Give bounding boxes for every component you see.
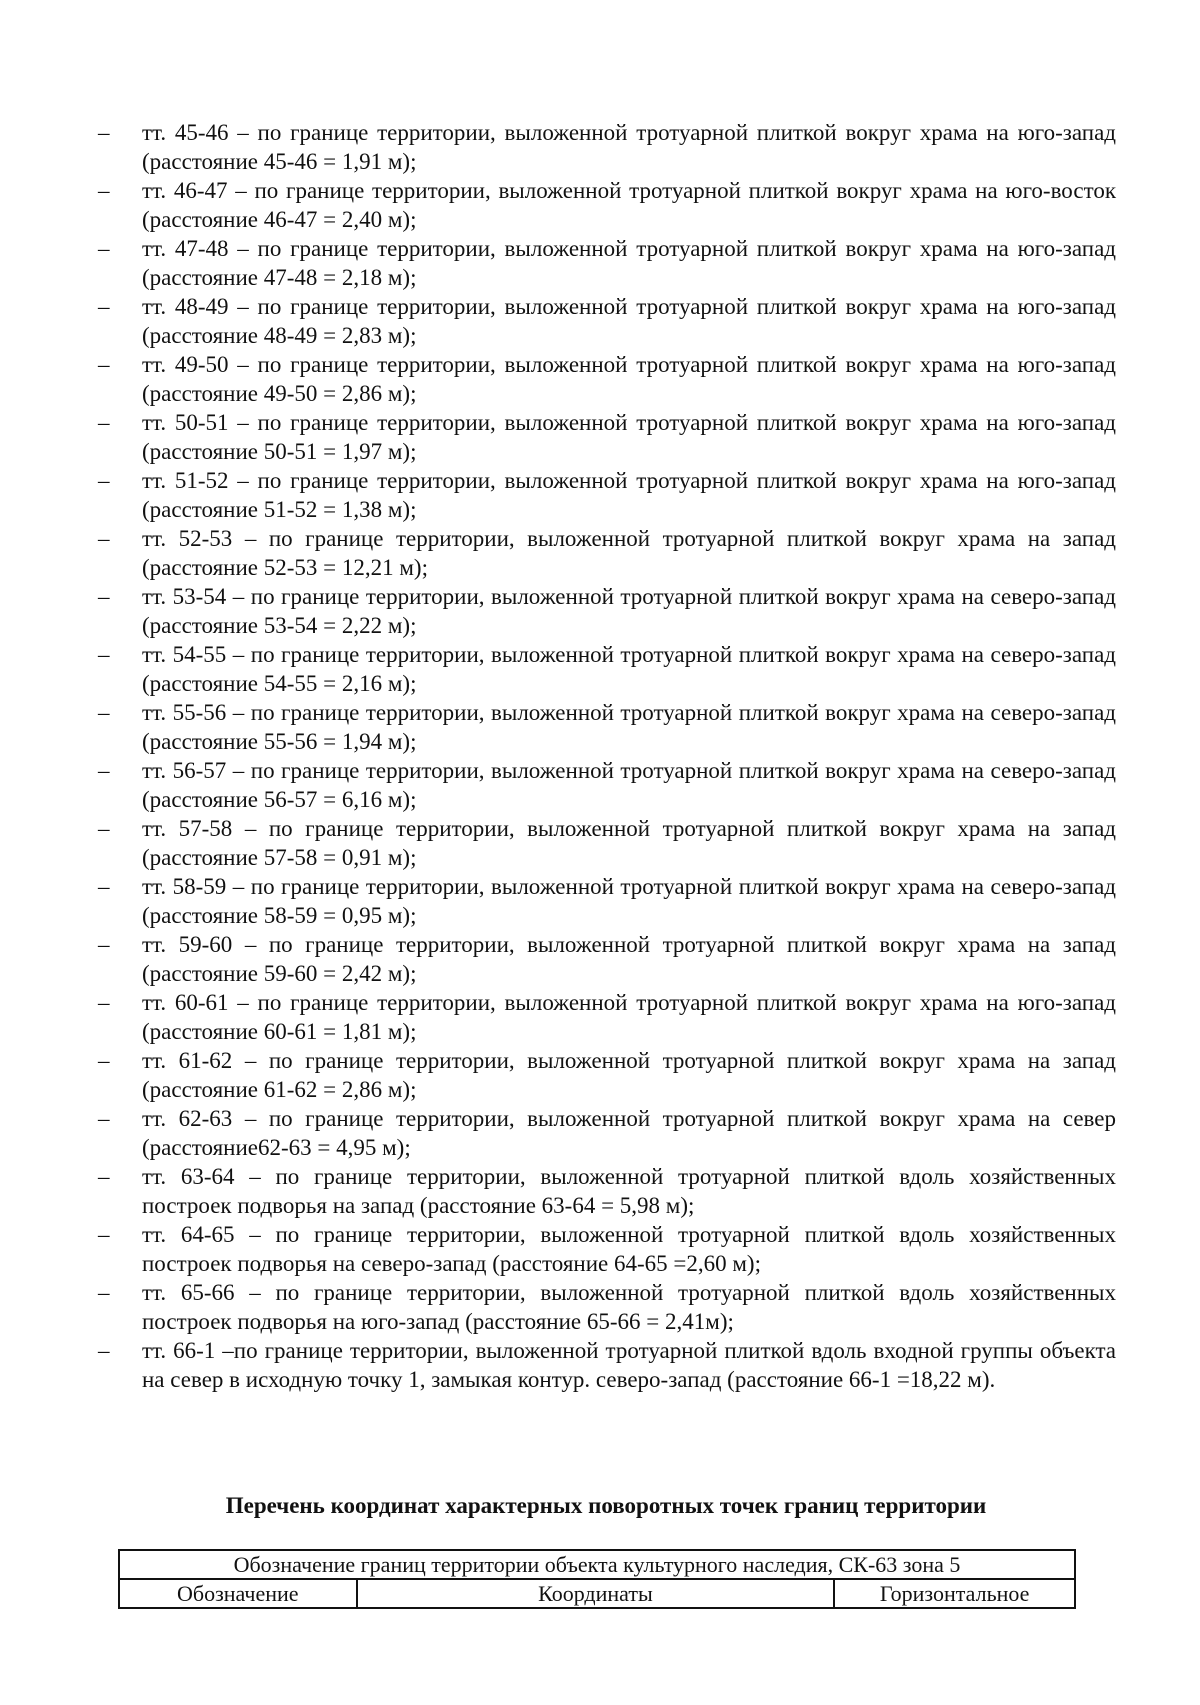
list-item — [96, 292, 1116, 350]
list-item — [96, 988, 1116, 1046]
list-item-text: тт. 46-47 – по границе территории, выложенной тротуарной плиткой вокруг храма на юго-восток (расстояние 46-47 = 2,40 м); — [142, 178, 1116, 232]
list-dash-marker: – — [98, 1338, 110, 1363]
list-dash-marker: – — [98, 1280, 110, 1305]
list-dash-marker: – — [98, 874, 110, 899]
list-dash-marker: – — [98, 526, 110, 551]
section-heading: Перечень координат характерных поворотных точек границ территории — [225, 1493, 987, 1518]
list-dash-marker: – — [98, 1048, 110, 1073]
list-dash-marker: – — [98, 1222, 110, 1247]
list-dash-marker: – — [98, 1106, 110, 1131]
column-header-horizontal: Горизонтальное — [834, 1579, 1075, 1608]
list-item-text: тт. 62-63 – по границе территории, выложенной тротуарной плиткой вокруг храма на север (расстояние62-63 = 4,95 м); — [142, 1106, 1116, 1160]
column-header-designation: Обозначение — [119, 1579, 357, 1608]
list-item-text: тт. 65-66 – по границе территории, выложенной тротуарной плиткой вдоль хозяйственных построек подворья на юго-запад (расстояние 65-66 = 2,41м); — [142, 1280, 1116, 1334]
list-dash-marker: – — [98, 178, 110, 203]
list-item — [96, 176, 1116, 234]
list-item — [96, 1162, 1116, 1220]
list-dash-marker: – — [98, 700, 110, 725]
list-item — [96, 930, 1116, 988]
table-caption-row — [119, 1550, 1075, 1579]
list-item-text: тт. 52-53 – по границе территории, выложенной тротуарной плиткой вокруг храма на запад (расстояние 52-53 = 12,21 м); — [142, 526, 1116, 580]
list-dash-marker: – — [98, 1164, 110, 1189]
list-item — [96, 234, 1116, 292]
list-dash-marker: – — [98, 352, 110, 377]
list-item-text: тт. 57-58 – по границе территории, выложенной тротуарной плиткой вокруг храма на запад (расстояние 57-58 = 0,91 м); — [142, 816, 1116, 870]
list-item-text: тт. 49-50 – по границе территории, выложенной тротуарной плиткой вокруг храма на юго-запад (расстояние 49-50 = 2,86 м); — [142, 352, 1116, 406]
list-item-text: тт. 45-46 – по границе территории, выложенной тротуарной плиткой вокруг храма на юго-запад (расстояние 45-46 = 1,91 м); — [142, 120, 1116, 174]
list-item — [96, 814, 1116, 872]
list-item-text: тт. 53-54 – по границе территории, выложенной тротуарной плиткой вокруг храма на северо-запад (расстояние 53-54 = 2,22 м); — [142, 584, 1116, 638]
list-dash-marker: – — [98, 294, 110, 319]
list-item-text: тт. 63-64 – по границе территории, выложенной тротуарной плиткой вдоль хозяйственных построек подворья на запад (расстояние 63-64 = 5,98 м); — [142, 1164, 1116, 1218]
list-item — [96, 582, 1116, 640]
list-item — [96, 1336, 1116, 1394]
list-item-text: тт. 60-61 – по границе территории, выложенной тротуарной плиткой вокруг храма на юго-запад (расстояние 60-61 = 1,81 м); — [142, 990, 1116, 1044]
list-item-text: тт. 59-60 – по границе территории, выложенной тротуарной плиткой вокруг храма на запад (расстояние 59-60 = 2,42 м); — [142, 932, 1116, 986]
list-dash-marker: – — [98, 758, 110, 783]
boundary-description-list — [96, 118, 1116, 1394]
coordinates-table — [118, 1549, 1076, 1609]
list-item — [96, 1220, 1116, 1278]
table-header-row — [119, 1579, 1075, 1608]
list-item-text: тт. 50-51 – по границе территории, выложенной тротуарной плиткой вокруг храма на юго-запад (расстояние 50-51 = 1,97 м); — [142, 410, 1116, 464]
table-caption-cell: Обозначение границ территории объекта культурного наследия, СК-63 зона 5 — [119, 1550, 1075, 1579]
list-dash-marker: – — [98, 120, 110, 145]
list-dash-marker: – — [98, 468, 110, 493]
list-item-text: тт. 55-56 – по границе территории, выложенной тротуарной плиткой вокруг храма на северо-запад (расстояние 55-56 = 1,94 м); — [142, 700, 1116, 754]
list-item — [96, 756, 1116, 814]
list-item — [96, 1278, 1116, 1336]
list-item — [96, 118, 1116, 176]
list-item — [96, 698, 1116, 756]
list-dash-marker: – — [98, 642, 110, 667]
list-dash-marker: – — [98, 990, 110, 1015]
column-header-coordinates: Координаты — [357, 1579, 835, 1608]
list-item-text: тт. 66-1 –по границе территории, выложенной тротуарной плиткой вдоль входной группы объекта на север в исходную точку 1, замыкая контур. северо-запад (расстояние 66-1 =18,22 м). — [142, 1338, 1116, 1392]
list-item — [96, 1104, 1116, 1162]
list-item — [96, 350, 1116, 408]
list-dash-marker: – — [98, 932, 110, 957]
list-dash-marker: – — [98, 236, 110, 261]
list-item-text: тт. 64-65 – по границе территории, выложенной тротуарной плиткой вдоль хозяйственных построек подворья на северо-запад (расстояние 64-65 =2,60 м); — [142, 1222, 1116, 1276]
list-item — [96, 640, 1116, 698]
list-item — [96, 872, 1116, 930]
list-item — [96, 408, 1116, 466]
list-item — [96, 1046, 1116, 1104]
list-item-text: тт. 47-48 – по границе территории, выложенной тротуарной плиткой вокруг храма на юго-запад (расстояние 47-48 = 2,18 м); — [142, 236, 1116, 290]
list-item-text: тт. 51-52 – по границе территории, выложенной тротуарной плиткой вокруг храма на юго-запад (расстояние 51-52 = 1,38 м); — [142, 468, 1116, 522]
list-item-text: тт. 54-55 – по границе территории, выложенной тротуарной плиткой вокруг храма на северо-запад (расстояние 54-55 = 2,16 м); — [142, 642, 1116, 696]
list-dash-marker: – — [98, 410, 110, 435]
list-item-text: тт. 48-49 – по границе территории, выложенной тротуарной плиткой вокруг храма на юго-запад (расстояние 48-49 = 2,83 м); — [142, 294, 1116, 348]
list-item-text: тт. 56-57 – по границе территории, выложенной тротуарной плиткой вокруг храма на северо-запад (расстояние 56-57 = 6,16 м); — [142, 758, 1116, 812]
list-item-text: тт. 58-59 – по границе территории, выложенной тротуарной плиткой вокруг храма на северо-запад (расстояние 58-59 = 0,95 м); — [142, 874, 1116, 928]
list-item-text: тт. 61-62 – по границе территории, выложенной тротуарной плиткой вокруг храма на запад (расстояние 61-62 = 2,86 м); — [142, 1048, 1116, 1102]
list-item — [96, 466, 1116, 524]
list-dash-marker: – — [98, 816, 110, 841]
list-dash-marker: – — [98, 584, 110, 609]
list-item — [96, 524, 1116, 582]
